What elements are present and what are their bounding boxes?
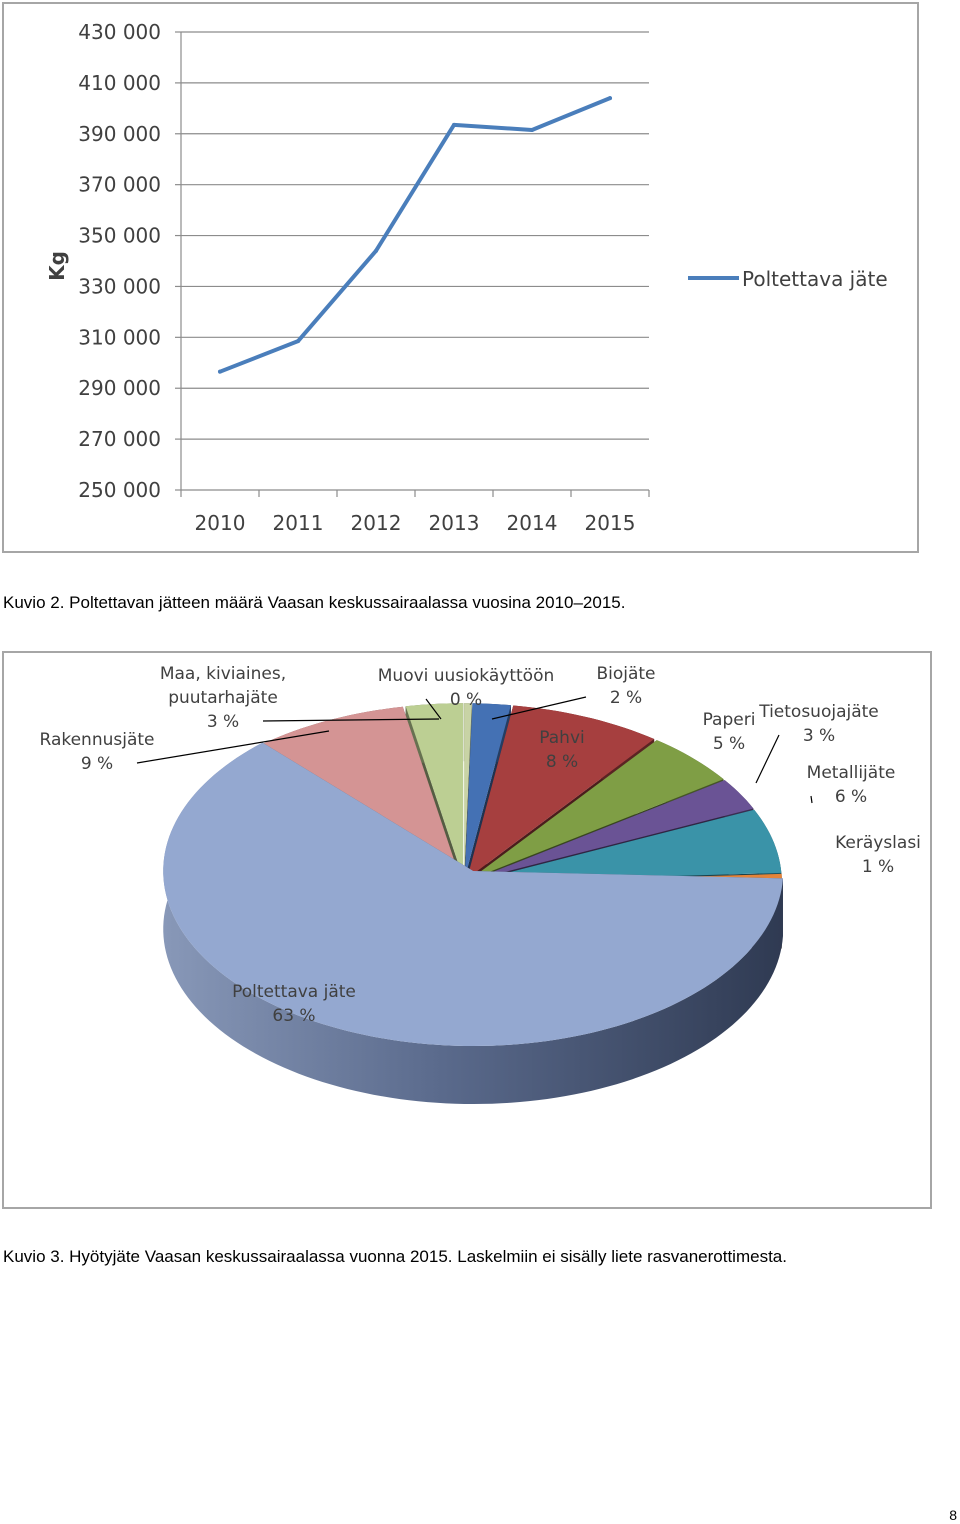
slice-label <box>703 710 756 754</box>
slice-label-line: Biojäte <box>596 664 656 684</box>
x-tick-label: 2011 <box>272 511 324 535</box>
y-axis-label: Kg <box>45 251 69 281</box>
slice-label-line: Maa, kiviaines, <box>159 664 287 684</box>
y-tick-label: 410 000 <box>78 70 161 95</box>
figure-3-caption: Kuvio 3. Hyötyjäte Vaasan keskussairaalassa vuonna 2015. Laskelmiin ei sisälly liete rasvanerottimesta. <box>3 1247 787 1266</box>
y-tick-label: 370 000 <box>78 172 161 197</box>
data-point <box>452 123 456 127</box>
y-tick-label: 390 000 <box>78 121 161 146</box>
slice-label-line: 2 % <box>609 688 643 708</box>
slice-label-line: puutarhajäte <box>168 688 278 708</box>
slice-label-line: Pahvi <box>539 728 585 748</box>
leader-line <box>811 796 812 803</box>
slice-label-line: 9 % <box>80 754 114 774</box>
slice-label-line: 8 % <box>545 752 579 772</box>
x-tick-label: 2015 <box>584 511 636 535</box>
slice-label-line: 3 % <box>206 712 240 732</box>
slice-label-line: 3 % <box>802 726 836 746</box>
slice-label-line: 1 % <box>861 857 895 877</box>
slice-label <box>835 833 921 877</box>
x-tick-label: 2010 <box>194 511 246 535</box>
line-chart-series <box>218 96 612 374</box>
slice-label-line: Paperi <box>702 710 756 730</box>
pie-chart-frame <box>2 651 932 1209</box>
page-number: 8 <box>949 1507 957 1523</box>
slice-label-line: 0 % <box>449 690 483 710</box>
leader-line <box>756 735 779 783</box>
y-tick-label: 310 000 <box>78 325 161 350</box>
pie-slices <box>163 703 783 1104</box>
slice-label-line: Muovi uusiokäyttöön <box>377 666 555 686</box>
slice-label-line: 6 % <box>834 787 868 807</box>
slice-label-line: Keräyslasi <box>835 833 921 853</box>
line-chart <box>4 4 917 551</box>
y-tick-label: 350 000 <box>78 223 161 248</box>
x-tick-label: 2014 <box>506 511 558 535</box>
line-chart-x-ticks <box>195 511 636 535</box>
slice-label-line: 63 % <box>272 1006 316 1026</box>
x-tick-label: 2013 <box>428 511 480 535</box>
data-point <box>608 96 612 100</box>
data-point <box>296 339 300 343</box>
y-tick-label: 250 000 <box>78 478 161 502</box>
slice-label-line: 5 % <box>712 734 746 754</box>
y-tick-label: 330 000 <box>78 274 161 299</box>
line-chart-legend <box>688 267 888 291</box>
x-tick-label: 2012 <box>350 511 402 535</box>
series-line <box>220 98 610 372</box>
slice-label-line: Rakennusjäte <box>39 730 155 750</box>
pie-chart <box>4 653 930 1207</box>
data-point <box>530 128 534 132</box>
slice-label-line: Poltettava jäte <box>232 982 356 1002</box>
data-point <box>374 249 378 253</box>
data-point <box>218 370 222 374</box>
slice-label-line: Tietosuojajäte <box>759 702 879 722</box>
y-tick-label: 270 000 <box>78 427 161 452</box>
y-tick-label: 290 000 <box>78 376 161 401</box>
legend-label: Poltettava jäte <box>742 267 888 291</box>
figure-2-caption: Kuvio 2. Poltettavan jätteen määrä Vaasan keskussairaalassa vuosina 2010–2015. <box>3 593 626 612</box>
line-chart-y-ticks <box>78 20 161 502</box>
slice-label-line: Metallijäte <box>806 763 896 783</box>
line-chart-grid <box>175 32 649 497</box>
line-chart-frame <box>2 2 919 553</box>
slice-label <box>807 763 896 807</box>
y-tick-label: 430 000 <box>78 20 161 44</box>
